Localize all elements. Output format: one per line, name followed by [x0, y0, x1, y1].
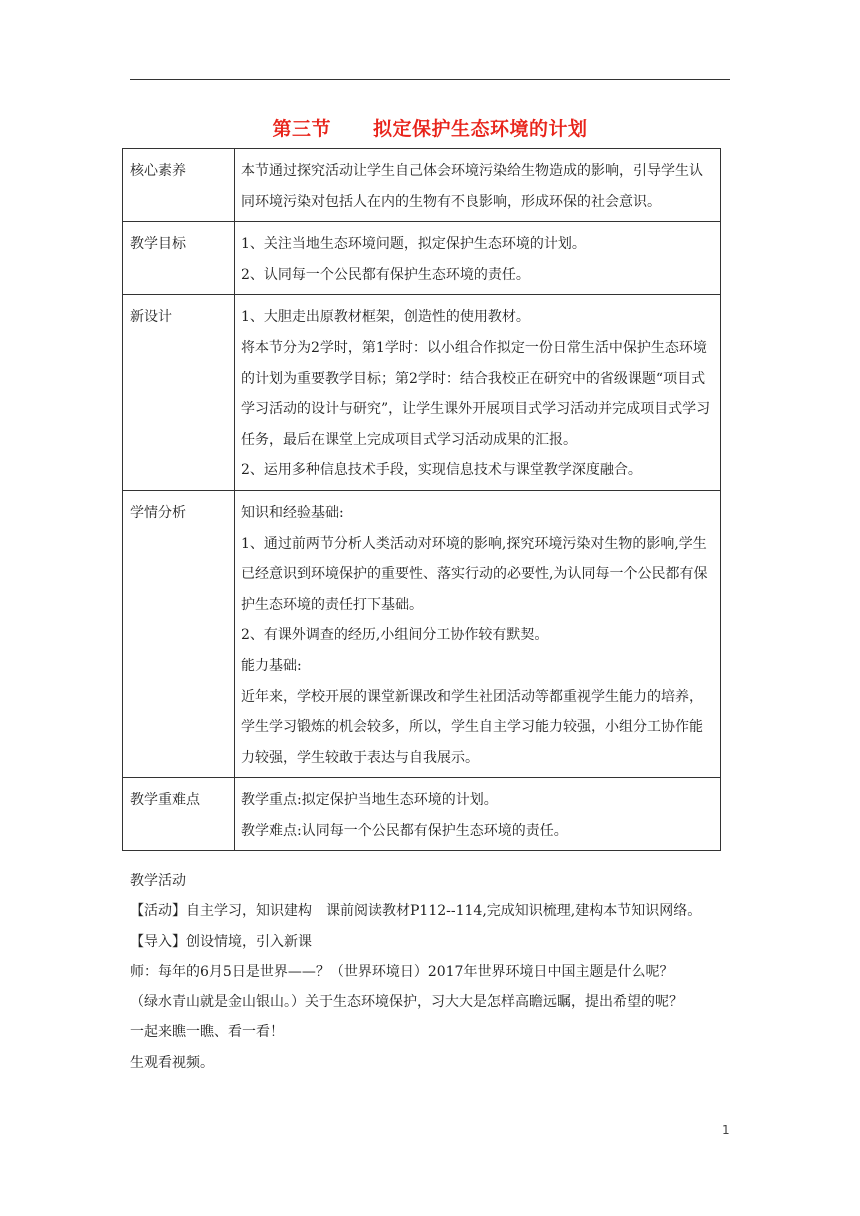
row-content	[235, 149, 721, 222]
row-label: 教学目标	[123, 222, 235, 295]
intro-line: 【导入】创设情境，引入新课	[130, 933, 312, 950]
row-content	[235, 778, 721, 851]
paragraph: 近年来，学校开展的课堂新课改和学生社团活动等都重视学生能力的培养，学生学习锻炼的机会较多，所以，学生自主学习能力较强，小组分工协作能力较强，学生较敢于表达与自我展示。	[241, 688, 703, 766]
section-name: 拟定保护生态环境的计划	[373, 118, 588, 140]
activities-heading: 教学活动	[130, 873, 186, 889]
paragraph: 本节通过探究活动让学生自己体会环境污染给生物造成的影响，引导学生认同环境污染对包括人在内的生物有不良影响，形成环保的社会意识。	[241, 163, 703, 210]
lesson-body	[130, 866, 740, 1078]
page-title	[0, 114, 860, 141]
row-label: 核心素养	[123, 149, 235, 222]
paragraph: 知识和经验基础:	[241, 504, 344, 521]
row-label: 新设计	[123, 295, 235, 491]
teacher-line: 师：每年的6月5日是世界——？（世界环境日）2017年世界环境日中国主题是什么呢？	[130, 963, 674, 980]
row-content	[235, 295, 721, 491]
row-label: 教学重难点	[123, 778, 235, 851]
paragraph: 教学重点:拟定保护当地生态环境的计划。	[241, 792, 498, 809]
table-row	[123, 222, 721, 295]
paragraph: 1、大胆走出原教材框架，创造性的使用教材。	[241, 309, 530, 326]
paragraph: 教学难点:认同每一个公民都有保护生态环境的责任。	[241, 822, 568, 839]
student-line: 生观看视频。	[130, 1054, 214, 1071]
activity-line: 【活动】自主学习，知识建构 课前阅读教材P112--114,完成知识梳理,建构本节知识网络。	[130, 903, 702, 920]
paragraph: 2、运用多种信息技术手段，实现信息技术与课堂教学深度融合。	[241, 462, 642, 479]
row-label: 学情分析	[123, 490, 235, 777]
paragraph: 1、通过前两节分析人类活动对环境的影响,探究环境污染对生物的影响,学生已经意识到环境保护的重要性、落实行动的必要性,为认同每一个公民都有保护生态环境的责任打下基础。	[241, 535, 708, 613]
teacher-line: 一起来瞧一瞧、看一看！	[130, 1024, 284, 1041]
table-row	[123, 295, 721, 491]
row-content	[235, 222, 721, 295]
table-row	[123, 778, 721, 851]
lesson-plan-table	[122, 148, 721, 851]
teacher-line: （绿水青山就是金山银山。）关于生态环境保护，习大大是怎样高瞻远瞩，提出希望的呢？	[130, 994, 683, 1011]
paragraph: 将本节分为2学时，第1学时：以小组合作拟定一份日常生活中保护生态环境的计划为重要教学目标；第2学时：结合我校正在研究中的省级课题“项目式学习活动的设计与研究”，让学生课外开展项目式学习活动并完成项目式学习任务，最后在课堂上完成项目式学习活动成果的汇报。	[241, 339, 711, 448]
page-number: 1	[722, 1123, 730, 1137]
paragraph: 1、关注当地生态环境问题，拟定保护生态环境的计划。	[241, 236, 586, 253]
section-number: 第三节	[272, 118, 331, 140]
table-row	[123, 149, 721, 222]
header-rule	[130, 79, 730, 80]
paragraph: 2、有课外调查的经历,小组间分工协作较有默契。	[241, 627, 549, 644]
table-row	[123, 490, 721, 777]
row-content	[235, 490, 721, 777]
paragraph: 2、认同每一个公民都有保护生态环境的责任。	[241, 266, 530, 283]
paragraph: 能力基础:	[241, 657, 302, 674]
